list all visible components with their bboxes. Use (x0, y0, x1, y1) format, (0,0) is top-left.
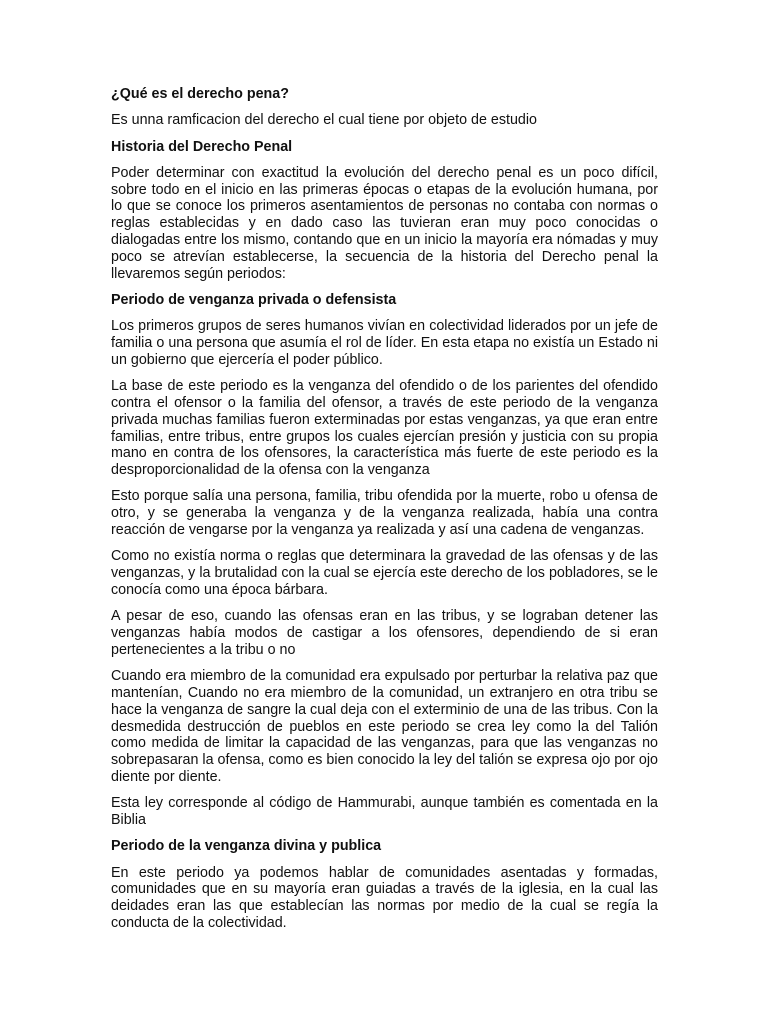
paragraph-venganza-divina-1: En este periodo ya podemos hablar de comunidades asentadas y formadas, comunidades que en su mayoría eran guiadas a través de la iglesia, en la cual las deidades eran las que establecían las normas por medio de la cual se regía la conducta de la colectividad. (111, 864, 658, 931)
section-heading-venganza-divina: Periodo de la venganza divina y publica (111, 838, 382, 855)
paragraph-venganza-privada-5: A pesar de eso, cuando las ofensas eran en las tribus, y se lograban detener las venganzas había modos de castigar a los ofensores, dependiendo de si eran pertenecientes a la tribu o no (111, 608, 658, 658)
section-heading-venganza-privada: Periodo de venganza privada o defensista (111, 291, 397, 308)
paragraph-venganza-privada-4: Como no existía norma o reglas que determinara la gravedad de las ofensas y de las venganzas, y la brutalidad con la cual se ejercía este derecho de los pobladores, se le conocía como una época bárbara. (111, 548, 658, 598)
paragraph-historia-1: Poder determinar con exactitud la evolución del derecho penal es un poco difícil, sobre todo en el inicio en las primeras épocas o etapas de la evolución humana, por lo que se conoce los primeros asentamientos de personas no contaba con normas o reglas establecidas y en dado caso las tuvieran eran muy poco conocidas o dialogadas entre los mismo, contando que en un inicio la mayoría era nómadas y muy poco se atrevían establecerse, la secuencia de la historia del Derecho penal la llevaremos según periodos: (111, 164, 658, 282)
paragraph-venganza-privada-3: Esto porque salía una persona, familia, tribu ofendida por la muerte, robo u ofensa de otro, y se generaba la venganza y de la venganza realizada, había una contra reacción de vengarse por la venganza ya realizada y así una cadena de venganzas. (111, 488, 658, 539)
paragraph-venganza-privada-7: Esta ley corresponde al código de Hammurabi, aunque también es comentada en la Biblia (111, 795, 658, 828)
paragraph-venganza-privada-1: Los primeros grupos de seres humanos vivían en colectividad liderados por un jefe de familia o una persona que asumía el rol de líder. En esta etapa no existía un Estado ni un gobierno que ejercería el poder público. (111, 318, 658, 368)
intro-paragraph: Es unna ramficacion del derecho el cual tiene por objeto de estudio (111, 112, 538, 129)
section-heading-historia: Historia del Derecho Penal (111, 138, 293, 155)
paragraph-venganza-privada-6: Cuando era miembro de la comunidad era expulsado por perturbar la relativa paz que mantenían, Cuando no era miembro de la comunidad, un extranjero en otra tribu se hace la venganza de sangre la cual deja con el exterminio de una de las tribus. Con la desmedida destrucción de pueblos en este periodo se crea ley como la del Talión como medida de limitar la capacidad de las venganzas, para que las venganzas no sobrepasaran la ofensa, como es bien conocido la ley del talión se expresa ojo por ojo diente por diente. (111, 668, 658, 785)
document-page (111, 86, 658, 941)
paragraph-venganza-privada-2: La base de este periodo es la venganza del ofendido o de los parientes del ofendido contra el ofensor o la familia del ofensor, a través de este periodo de la venganza privada muchas familias fueron exterminadas por estas venganzas, ya que eran entre familias, entre tribus, entre grupos los cuales ejercían presión y justicia con su propia mano en contra de los ofensores, la característica más fuerte de este periodo es la desproporcionalidad de la ofensa con la venganza (111, 378, 658, 479)
document-title: ¿Qué es el derecho pena? (111, 86, 289, 102)
